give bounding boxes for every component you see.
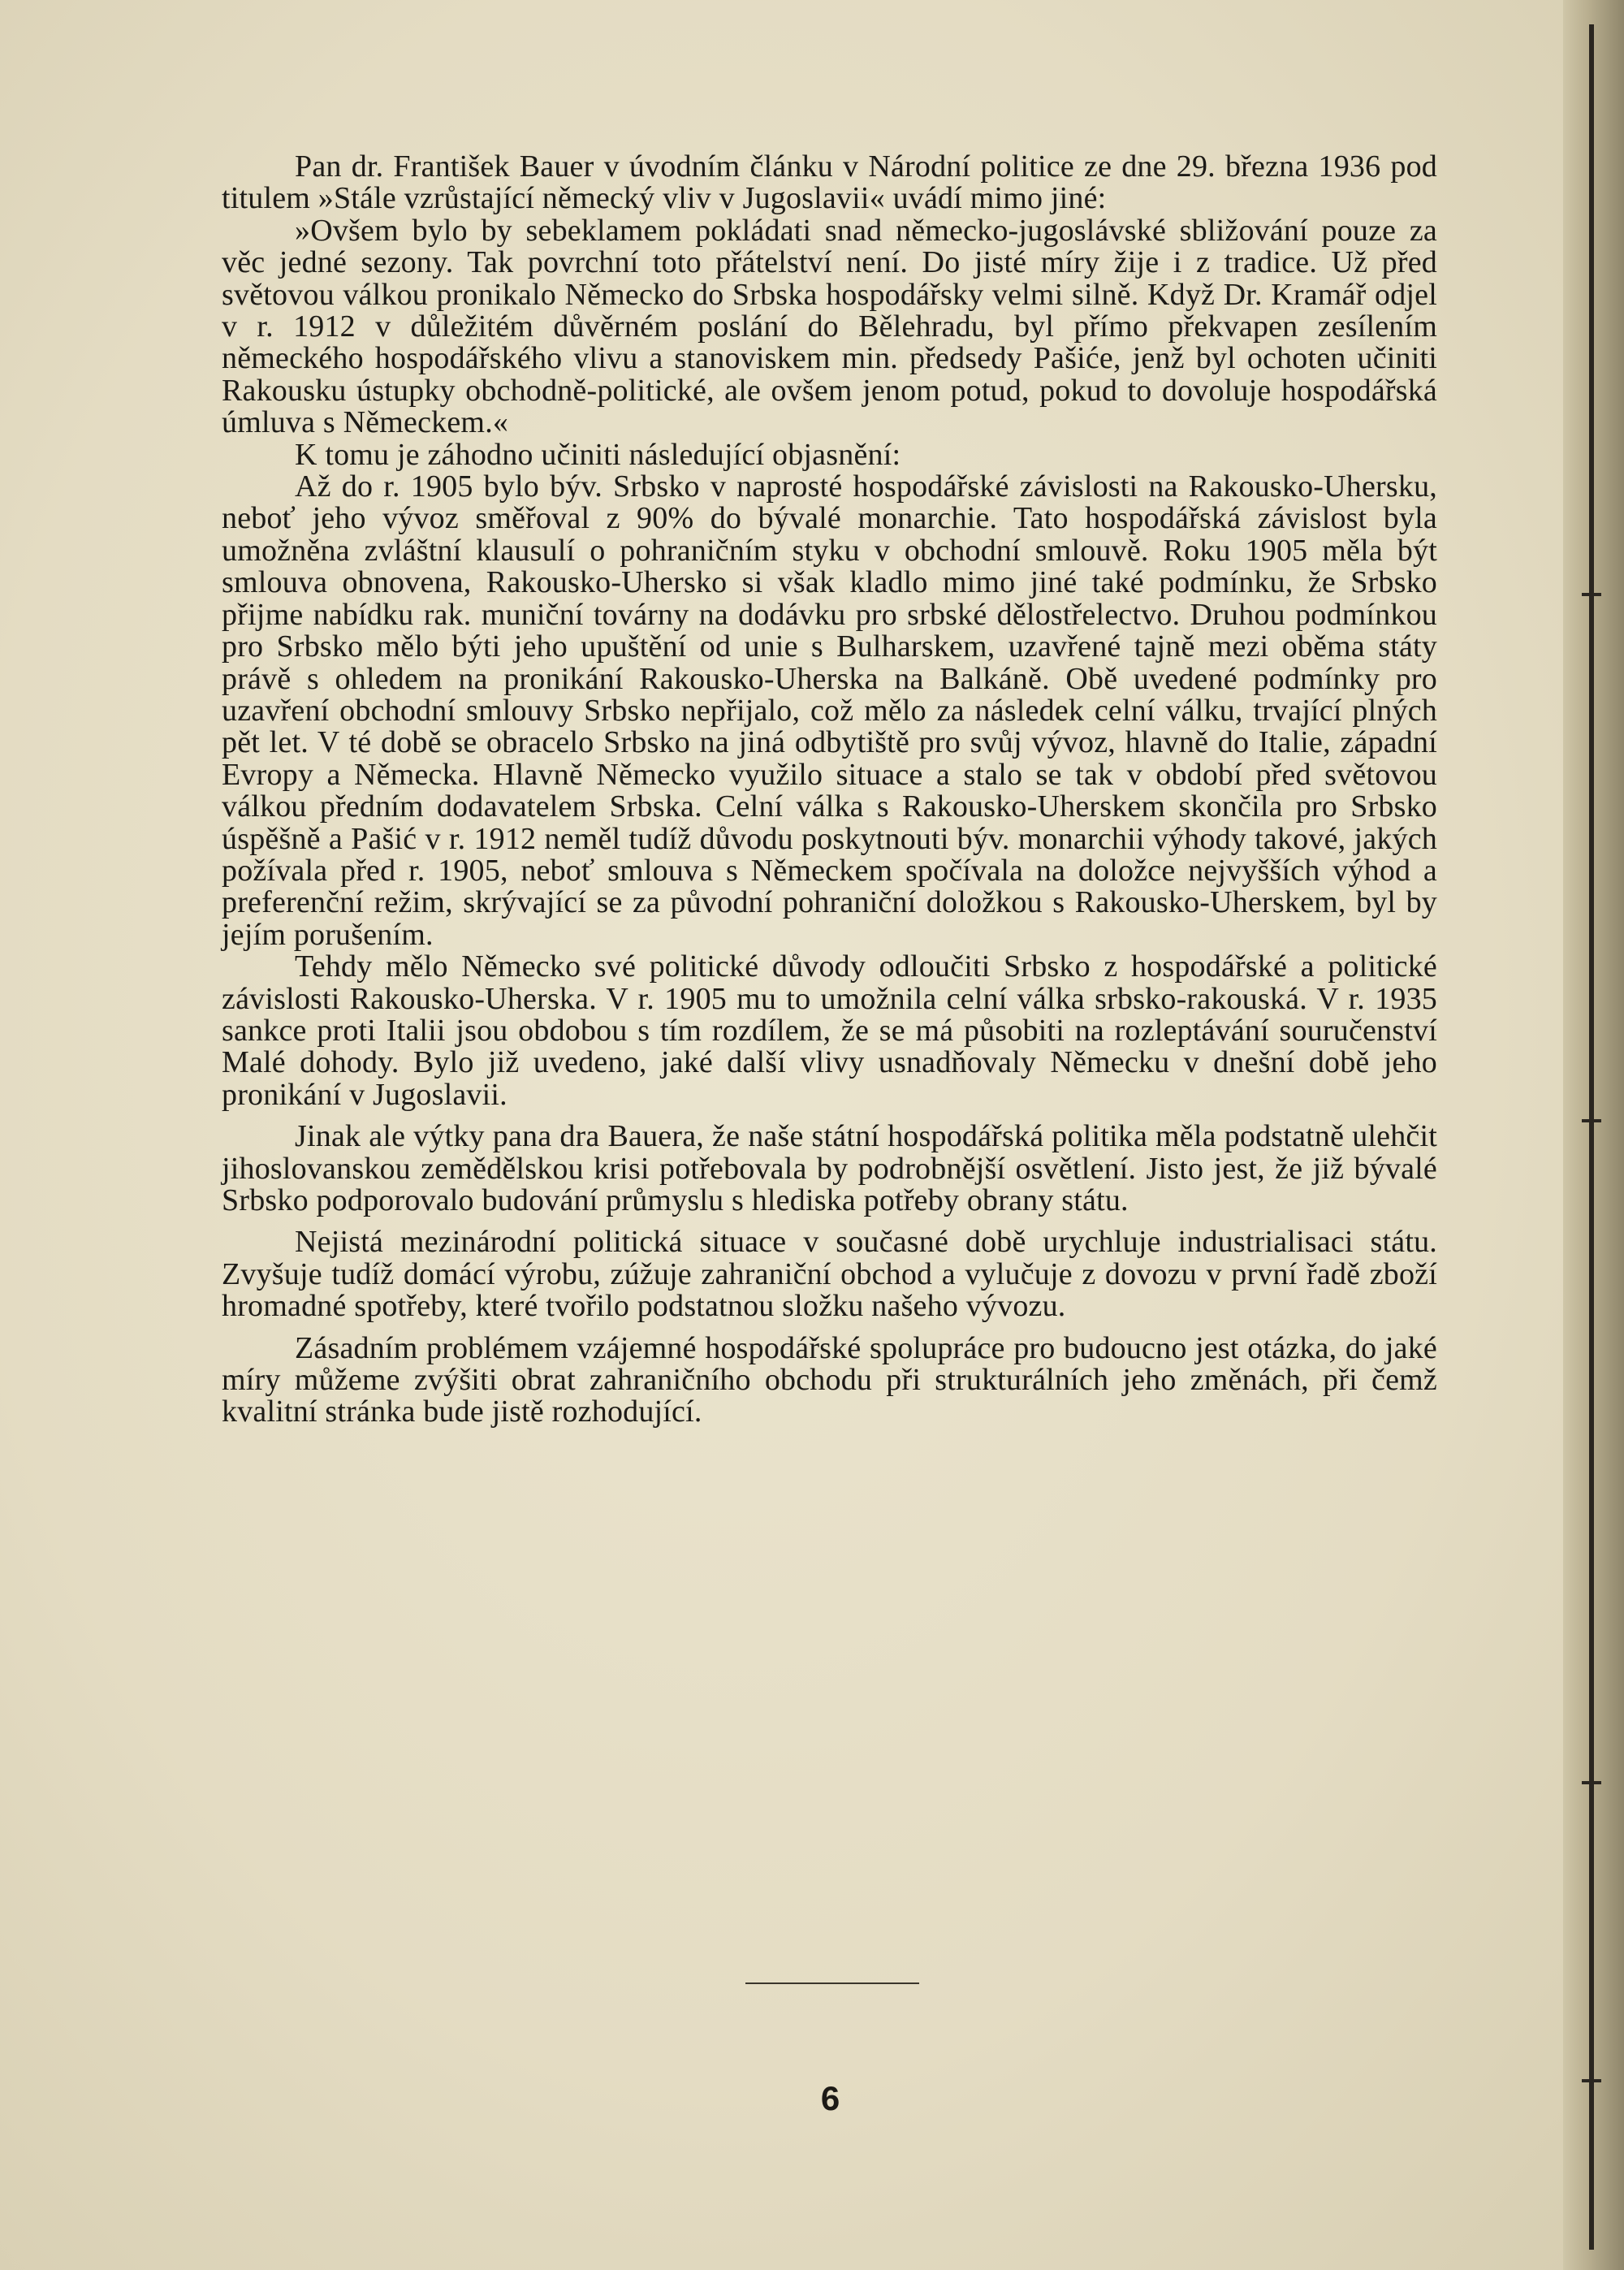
paragraph-germany: Tehdy mělo Německo své politické důvody odloučiti Srbsko z hospodářské a politické závislosti Rakousko-Uherska. V r. 1905 mu to umožnila celní válka srbsko-rakouská. V r. 1935 sankce proti Italii jsou obdobou s tím rozdílem, že se má působiti na rozleptávání souručenství Malé dohody. Bylo již uvedeno, jaké další vlivy usnadňovaly Německu v dnešní době jeho pronikání v Jugoslavii. — [222, 949, 1437, 1112]
section-divider — [745, 1982, 919, 1984]
binding-mark — [1582, 1781, 1601, 1784]
paragraph-industrialisation: Nejistá mezinárodní politická situace v současné době urychluje industrialisaci státu. Zvyšuje tudíž domácí výrobu, zúžuje zahraniční obchod a vylučuje z dovozu v první řadě zboží hromadné spotřeby, které tvořilo podstatnou složku našeho vývozu. — [222, 1225, 1437, 1324]
page-number: 6 — [820, 2079, 840, 2117]
paragraph-intro: Pan dr. František Bauer v úvodním článku v Národní politice ze dne 29. března 1936 pod titulem »Stále vzrůstající německý vliv v Jugoslavii« uvádí mimo jiné: — [222, 149, 1437, 216]
body-text — [222, 151, 1437, 1429]
paragraph-conclusion: Zásadním problémem vzájemné hospodářské spolupráce pro budoucno jest otázka, do jaké míry můžeme zvýšiti obrat zahraničního obchodu při strukturálních jeho změnách, při čemž kvalitní stránka bude jistě rozhodující. — [222, 1330, 1437, 1429]
paragraph-explanation-lead: K tomu je záhodno učiniti následující objasnění: — [295, 437, 901, 472]
paragraph-criticism: Jinak ale výtky pana dra Bauera, že naše státní hospodářská politika měla podstatně ulehčit jihoslovanskou zemědělskou krisi potřebovala by podrobnější osvětlení. Jisto jest, že již bývalé Srbsko podporovalo budování průmyslu s hlediska potřeby obrany státu. — [222, 1119, 1437, 1217]
binding-line — [1589, 24, 1594, 2250]
paragraph-history: Až do r. 1905 bylo býv. Srbsko v naprosté hospodářské závislosti na Rakousko-Uhersku, neboť jeho vývoz směřoval z 90% do bývalé monarchie. Tato hospodářská závislost byla umožněna zvláštní klausulí o pohraničním styku v obchodní smlouvě. Roku 1905 měla být smlouva obnovena, Rakousko-Uhersko si však kladlo mimo jiné také podmínku, že Srbsko přijme nabídku rak. muniční továrny na dodávku pro srbské dělostřelectvo. Druhou podmínkou pro Srbsko mělo býti jeho upuštění od unie s Bulharskem, uzavřené tajně mezi oběma státy právě s ohledem na pronikání Rakousko-Uherska na Balkáně. Obě uvedené podmínky pro uzavření obchodní smlouvy Srbsko nepřijalo, což mělo za následek celní válku, trvající plných pět let. V té době se obracelo Srbsko na jiná odbytiště pro svůj vývoz, hlavně do Italie, západní Evropy a Německa. Hlavně Německo využilo situace a stalo se tak v období před světovou válkou předním dodavatelem Srbska. Celní válka s Rakousko-Uherskem skončila pro Srbsko úspěšně a Pašić v r. 1912 neměl tudíž důvodu poskytnouti býv. monarchii výhody takové, jakých požívala před r. 1905, neboť smlouva s Německem spočívala na doložce nejvyšších výhod a preferenční režim, skrývající se za původní pohraniční doložkou s Rakousko-Uherskem, byl by jejím porušením. — [222, 469, 1437, 952]
binding-mark — [1582, 593, 1601, 596]
paragraph-quote: »Ovšem bylo by sebeklamem pokládati snad německo-jugoslávské sbližování pouze za věc jedné sezony. Tak povrchní toto přátelství není. Do jisté míry žije i z tradice. Už před světovou válkou pronikalo Německo do Srbska hospodářsky velmi silně. Když Dr. Kramář odjel v r. 1912 v důležitém důvěrném poslání do Bělehradu, byl přímo překvapen zesílením německého hospodářského vlivu a stanoviskem min. předsedy Pašiće, jenž byl ochoten učiniti Rakousku ústupky obchodně-politické, ale ovšem jenom potud, pokud to dovoluje hospodářská úmluva s Německem.« — [222, 213, 1437, 440]
binding-mark — [1582, 1119, 1601, 1122]
